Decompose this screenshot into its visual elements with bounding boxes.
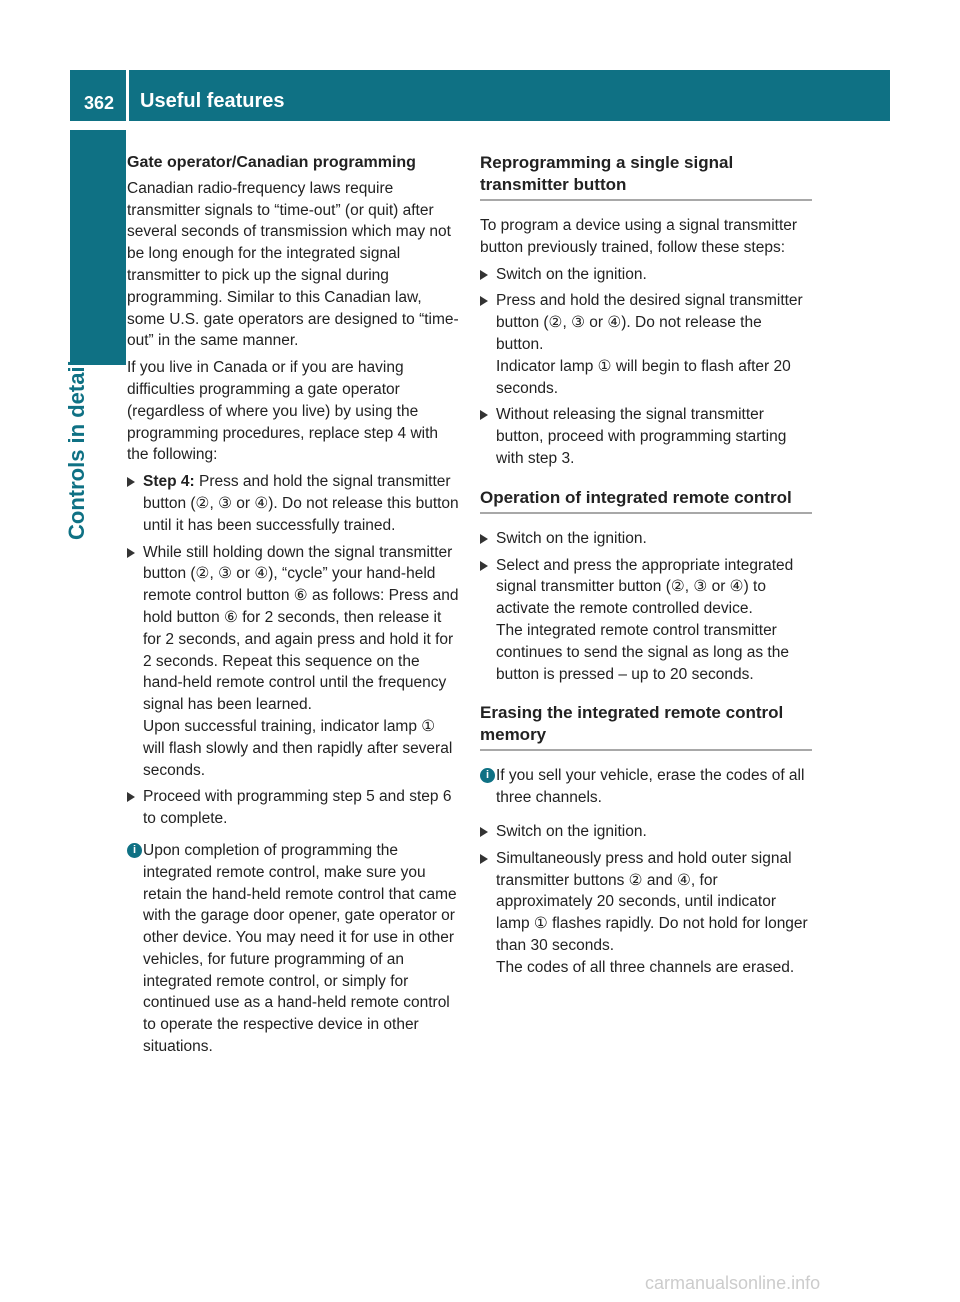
step-arrow-icon [480, 296, 488, 306]
step-item [480, 290, 812, 399]
step-text: Switch on the ignition. [496, 529, 647, 547]
reprogramming-heading: Reprogramming a single signal transmitter button [480, 152, 812, 201]
right-column [480, 152, 812, 984]
step-text: Without releasing the signal transmitter button, proceed with programming starting with step 3. [496, 406, 787, 467]
page-header [70, 70, 890, 121]
canadian-law-paragraph: Canadian radio-frequency laws require transmitter signals to “time-out” (or quit) after several seconds of transmission which may not be long enough for the integrated signal transmitter to pick up the signal during programming. Similar to this Canadian law, some U.S. gate operators are designed to “time-out” in the same manner. [127, 179, 459, 350]
step-arrow-icon [480, 827, 488, 837]
step-item [480, 264, 812, 286]
step-result: Indicator lamp ① will begin to flash after 20 seconds. [496, 357, 791, 397]
note-text: Upon completion of programming the integrated remote control, make sure you retain the hand-held remote control that came with the garage door opener, gate operator or other device. You may need it for use in other vehicles, for future programming of an integrated remote control, or simply for continued use as a hand-held remote control to operate the respective device in other situations. [143, 841, 457, 1056]
header-divider [126, 70, 129, 121]
left-column [127, 152, 460, 1070]
step-arrow-icon [480, 410, 488, 420]
step-text: Switch on the ignition. [496, 822, 647, 840]
step-arrow-icon [480, 534, 488, 544]
step-item [480, 528, 812, 550]
step-arrow-icon [127, 477, 135, 487]
step-item [127, 542, 460, 782]
step-text: Switch on the ignition. [496, 265, 647, 283]
chapter-label: Controls in detail [64, 360, 89, 540]
step-text: While still holding down the signal transmitter button (②, ③ or ④), “cycle” your hand-held remote control button ⑥ as follows: Press and hold button ⑥ for 2 seconds, then release it for 2 seconds, and again press and hold it for 2 seconds. Repeat this sequence on the hand-held remote control until the frequency signal has been learned. [143, 543, 459, 714]
step-text: Select and press the appropriate integrated signal transmitter button (②, ③ or ④) to activate the remote controlled device. [496, 556, 794, 618]
info-icon: i [127, 843, 142, 858]
step-result: Upon successful training, indicator lamp ① will flash slowly and then rapidly after several seconds. [143, 717, 453, 779]
step-arrow-icon [480, 854, 488, 864]
info-icon: i [480, 768, 495, 783]
info-note [480, 765, 812, 809]
step-arrow-icon [127, 548, 135, 558]
reprogramming-intro: To program a device using a signal transmitter button previously trained, follow these steps: [480, 217, 798, 256]
step-text: Simultaneously press and hold outer signal transmitter buttons ② and ④, for approximately 20 seconds, until indicator lamp ① flashes rapidly. Do not hold for longer than 30 seconds. [496, 849, 808, 954]
step-item [480, 821, 812, 843]
step-item [127, 471, 460, 536]
section-title: Useful features [140, 90, 285, 112]
step-result: The integrated remote control transmitter continues to send the signal as long as the button is pressed – up to 20 seconds. [496, 621, 789, 683]
note-text: If you sell your vehicle, erase the codes of all three channels. [496, 767, 805, 807]
watermark: carmanualsonline.info [645, 1273, 821, 1293]
page-number: 362 [84, 93, 115, 113]
step-label: Step 4: [143, 473, 195, 491]
step-arrow-icon [480, 270, 488, 280]
side-tab [70, 130, 126, 365]
step-text: Press and hold the desired signal transmitter button (②, ③ or ④). Do not release the button. [496, 292, 803, 353]
step-item [480, 555, 812, 686]
step-item [480, 404, 812, 469]
step-item [480, 848, 812, 979]
step-arrow-icon [480, 561, 488, 571]
erasing-heading: Erasing the integrated remote control memory [480, 702, 812, 751]
gate-operator-subheading: Gate operator/Canadian programming [127, 154, 416, 171]
info-note [127, 840, 460, 1058]
step-text: Proceed with programming step 5 and step 6 to complete. [143, 788, 452, 828]
step-result: The codes of all three channels are erased. [496, 958, 795, 976]
step-arrow-icon [127, 792, 135, 802]
step-item [127, 786, 460, 830]
operation-heading: Operation of integrated remote control [480, 487, 812, 514]
canada-instructions-paragraph: If you live in Canada or if you are having difficulties programming a gate operator (regardless of where you live) by using the programming procedures, replace step 4 with the following: [127, 359, 439, 464]
step-text: Press and hold the signal transmitter button (②, ③ or ④). Do not release this button until it has been successfully trained. [143, 473, 459, 534]
